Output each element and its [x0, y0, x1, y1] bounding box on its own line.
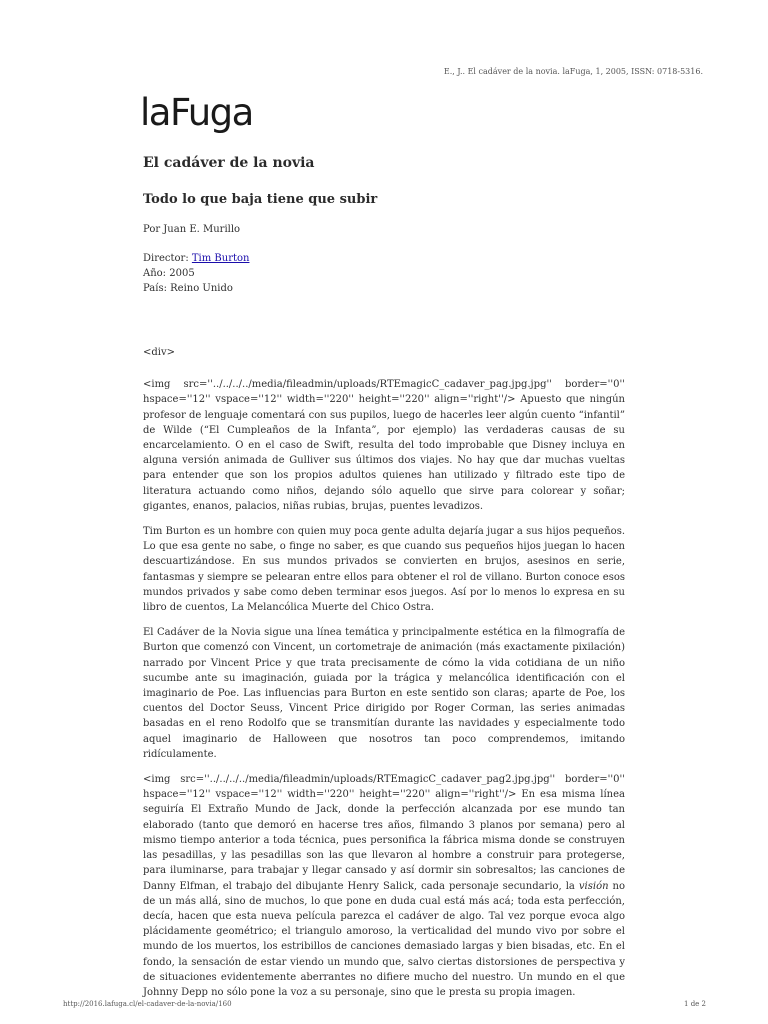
article-title: El cadáver de la novia: [143, 155, 315, 171]
citation-header: E., J.. El cadáver de la novia. laFuga, 1, 2005, ISSN: 0718-5316.: [443, 67, 703, 76]
footer-url: http://2016.lafuga.cl/el-cadaver-de-la-novia/160: [63, 1000, 232, 1008]
paragraph-text: no de un más allá, sino de muchos, lo que pone en duda cual está más acá; toda esta perfección, decía, hacen que esta nueva película parezca el cadáver de algo. Tal vez porque evoca algo plácidamente geométrico; el triangulo amoroso, la verticalidad del mundo vivo por sobre el mundo de los muertos, los estribillos de canciones demasiado largas y bien bisadas, etc. En el fondo, la sensación de estar viendo un mundo que, salvo ciertas distorsiones de perspectiva y de situaciones evidentemente aberrantes no difiere mucho del nuestro. Un mundo en el que Johnny Depp no sólo pone la voz a su personaje, sino que le presta su propia imagen.: [143, 880, 625, 998]
site-logo[interactable]: laFuga: [140, 91, 253, 134]
paragraph: <div>: [143, 347, 176, 358]
film-metadata: [143, 251, 249, 296]
article-subtitle: Todo lo que baja tiene que subir: [143, 192, 378, 207]
paragraph: [143, 772, 625, 1000]
year-line: Año: 2005: [143, 268, 195, 279]
italic-text: visión: [578, 880, 609, 892]
paragraph: El Cadáver de la Novia sigue una línea temática y principalmente estética en la filmografía de Burton que comenzó con Vincent, un cortometraje de animación (más exactamente pixilación) narrado por Vincent Price y que trata precisamente de cómo la vida cotidiana de un niño sucumbe ante su imaginación, guiada por la trágica y melancólica identificación con el imaginario de Poe. Las influencias para Burton en este sentido son claras; aparte de Poe, los cuentos del Doctor Seuss, Vincent Price dirigido por Roger Corman, las series animadas basadas en el reno Rodolfo que se transmitían durante las navidades y especialmente todo aquel imaginario de Halloween que nosotros tan poco comprendemos, imitando ridículamente.: [143, 627, 625, 760]
paragraph: Tim Burton es un hombre con quien muy poca gente adulta dejaría jugar a sus hijos pequeños. Lo que esa gente no sabe, o finge no saber, es que cuando sus pequeños hijos juegan lo hacen descuartizándose. En sus mundos privados se convierten en brujos, asesinos en serie, fantasmas y siempre se pelearan entre ellos para obtener el rol de villano. Burton conoce esos mundos privados y sabe como deben terminar esos juegos. Así por lo menos lo expresa en su libro de cuentos, La Melancólica Muerte del Chico Ostra.: [143, 526, 625, 614]
paragraph: <img src=''../../../../media/fileadmin/uploads/RTEmagicC_cadaver_pag.jpg.jpg'' border=''0'' hspace=''12'' vspace=''12'' width=''220'' height=''220'' align=''right''/> Apuesto que ningún profesor de lenguaje comentará con sus pupilos, luego de hacerles leer algún cuento “infantil” de Wilde (“El Cumpleaños de la Infanta”, por ejemplo) las verdaderas causas de su encarcelamiento. O en el caso de Swift, resulta del todo improbable que Disney incluya en alguna versión animada de Gulliver sus últimos dos viajes. No hay que dar muchas vueltas para entender que son los propios adultos quienes han utilizado y filtrado este tipo de literatura actuando como niños, dejando sólo aquello que sirve para colorear y soñar; gigantes, enanos, palacios, niñas rubias, brujas, puentes levadizos.: [143, 379, 625, 512]
director-line: [143, 251, 249, 266]
article-body: [143, 345, 625, 1010]
country-line: País: Reino Unido: [143, 283, 233, 294]
paragraph-text: <img src=''../../../../media/fileadmin/uploads/RTEmagicC_cadaver_pag2.jpg.jpg'' border=''0'' hspace=''12'' vspace=''12'' width=''220'' height=''220'' align=''right''/> En esa misma línea seguiría El Extraño Mundo de Jack, donde la perfección alcanzada por ese mundo tan elaborado (tanto que demoró en hacerse tres años, filmando 3 planos por semana) pero al mismo tiempo anterior a toda técnica, pues personifica la fábrica misma donde se construyen las pesadillas, y las pesadillas son las que llevaron al hombre a construir para protegerse, para iluminarse, para trabajar y llegar cansado y así dormir sin sobresaltos; las canciones de Danny Elfman, el trabajo del dibujante Henry Salick, cada personaje secundario, la: [143, 774, 625, 892]
article-author: Por Juan E. Murillo: [143, 224, 241, 235]
director-link[interactable]: Tim Burton: [191, 253, 250, 264]
director-label: Director:: [143, 253, 192, 264]
page-number: 1 de 2: [684, 1000, 706, 1008]
